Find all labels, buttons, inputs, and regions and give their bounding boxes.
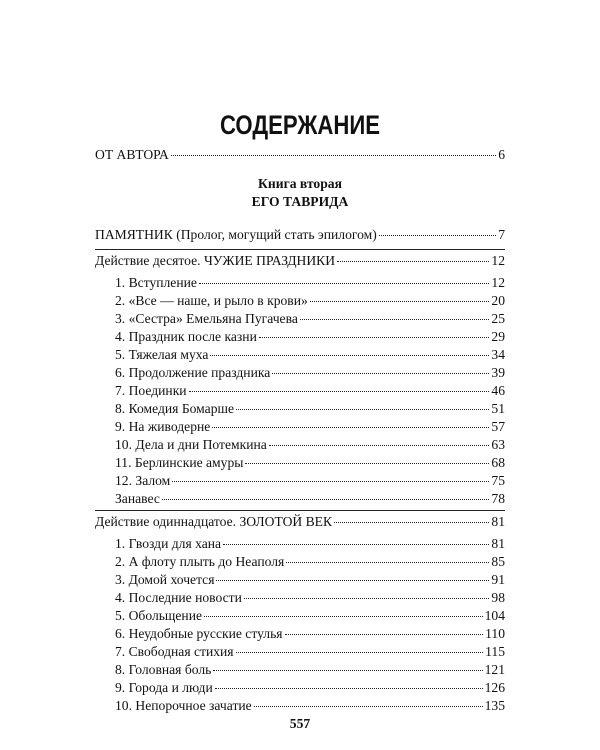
- dot-leader: [236, 409, 489, 410]
- dot-leader: [223, 544, 489, 545]
- toc-entry-title: 4. Праздник после казни: [115, 329, 257, 344]
- dot-leader: [245, 463, 489, 464]
- toc-entry-page: 85: [491, 554, 505, 569]
- toc-chapter[interactable]: [115, 553, 505, 571]
- dot-leader: [334, 522, 489, 523]
- dot-leader: [379, 235, 496, 236]
- toc-chapter[interactable]: [115, 607, 505, 625]
- dot-leader: [244, 598, 490, 599]
- dot-leader: [337, 261, 489, 262]
- toc-entry-title: 9. Города и люди: [115, 680, 213, 695]
- toc-entry-page: 81: [491, 536, 505, 551]
- toc-entry-page: 104: [484, 608, 505, 623]
- toc-chapter[interactable]: [115, 625, 505, 643]
- toc-entry-act11[interactable]: [95, 513, 505, 531]
- toc-entry-page: 25: [491, 311, 505, 326]
- toc-entry-page: 98: [491, 590, 505, 605]
- book-part-label: Книга вторая: [258, 176, 342, 191]
- toc-entry-page: 46: [491, 383, 505, 398]
- toc-entry-title: ПАМЯТНИК (Пролог, могущий стать эпилогом): [95, 227, 377, 242]
- toc-chapter[interactable]: [115, 661, 505, 679]
- toc-entry-page: 110: [485, 626, 505, 641]
- toc-chapter[interactable]: [115, 382, 505, 400]
- toc-chapter[interactable]: [115, 400, 505, 418]
- dot-leader: [259, 337, 490, 338]
- toc-entry-page: 7: [498, 227, 505, 242]
- dot-leader: [171, 155, 496, 156]
- toc-entry-title: 5. Тяжелая муха: [115, 347, 209, 362]
- dot-leader: [272, 373, 489, 374]
- toc-entry-page: 29: [491, 329, 505, 344]
- dot-leader: [210, 355, 489, 356]
- toc-chapter[interactable]: [115, 679, 505, 697]
- toc-chapter[interactable]: [115, 436, 505, 454]
- toc-chapter[interactable]: [115, 490, 505, 508]
- toc-entry-page: 20: [491, 293, 505, 308]
- toc-entry-title: 6. Продолжение праздника: [115, 365, 271, 380]
- toc-chapter[interactable]: [115, 328, 505, 346]
- toc-chapter[interactable]: [115, 292, 505, 310]
- dot-leader: [286, 562, 489, 563]
- toc-entry-title: 1. Вступление: [115, 275, 197, 290]
- toc-entry-title: Действие десятое. ЧУЖИЕ ПРАЗДНИКИ: [95, 253, 336, 268]
- toc-entry-title: 10. Непорочное зачатие: [115, 698, 252, 713]
- dot-leader: [236, 652, 484, 653]
- toc-chapter[interactable]: [115, 589, 505, 607]
- toc-entry-from-author[interactable]: [95, 146, 505, 164]
- toc-chapter[interactable]: [115, 454, 505, 472]
- toc-entry-page: 12: [491, 275, 505, 290]
- toc-entry-title: 8. Комедия Бомарше: [115, 401, 235, 416]
- toc-entry-title: 2. «Все — наше, и рыло в крови»: [115, 293, 308, 308]
- toc-entry-page: 34: [491, 347, 505, 362]
- toc-entry-prologue[interactable]: [95, 226, 505, 244]
- toc-entry-page: 68: [491, 455, 505, 470]
- toc-entry-act10[interactable]: [95, 252, 505, 270]
- dot-leader: [310, 301, 490, 302]
- toc-entry-title: Действие одиннадцатое. ЗОЛОТОЙ ВЕК: [95, 514, 333, 529]
- toc-entry-title: ОТ АВТОРА: [95, 147, 169, 162]
- dot-leader: [199, 283, 489, 284]
- toc-entry-title: 12. Залом: [115, 473, 171, 488]
- toc-chapter[interactable]: [115, 643, 505, 661]
- toc-entry-title: 8. Головная боль: [115, 662, 212, 677]
- toc-entry-title: 3. «Сестра» Емельяна Пугачева: [115, 311, 298, 326]
- toc-entry-page: 81: [491, 514, 505, 529]
- dot-leader: [213, 670, 482, 671]
- toc-entry-title: 4. Последние новости: [115, 590, 242, 605]
- dot-leader: [269, 445, 490, 446]
- toc-entry-page: 51: [491, 401, 505, 416]
- dot-leader: [300, 319, 490, 320]
- toc-entry-title: 2. А флоту плыть до Неаполя: [115, 554, 285, 569]
- toc-entry-page: 121: [484, 662, 505, 677]
- toc-chapter[interactable]: [115, 535, 505, 553]
- toc-entry-page: 135: [484, 698, 505, 713]
- toc-entry-title: 10. Дела и дни Потемкина: [115, 437, 267, 452]
- toc-entry-page: 75: [491, 473, 505, 488]
- toc-chapter[interactable]: [115, 472, 505, 490]
- dot-leader: [212, 427, 489, 428]
- toc-entry-title: 5. Обольщение: [115, 608, 203, 623]
- toc-entry-page: 115: [485, 644, 505, 659]
- dot-leader: [162, 499, 490, 500]
- dot-leader: [285, 634, 484, 635]
- toc-chapter[interactable]: [115, 697, 505, 715]
- toc-entry-title: 7. Свободная стихия: [115, 644, 234, 659]
- toc-chapter[interactable]: [115, 571, 505, 589]
- dot-leader: [215, 688, 483, 689]
- toc-entry-page: 91: [491, 572, 505, 587]
- section-divider: [95, 510, 505, 511]
- page-title: СОДЕРЖАНИЕ: [219, 110, 381, 140]
- toc-entry-page: 78: [491, 491, 505, 506]
- toc-chapter[interactable]: [115, 346, 505, 364]
- toc-entry-title: 6. Неудобные русские стулья: [115, 626, 283, 641]
- toc-entry-title: Занавес: [115, 491, 160, 506]
- toc-chapter[interactable]: [115, 418, 505, 436]
- toc-entry-title: 7. Поединки: [115, 383, 187, 398]
- dot-leader: [204, 616, 483, 617]
- section-divider: [95, 249, 505, 250]
- book-part-title: ЕГО ТАВРИДА: [251, 194, 349, 209]
- toc-entry-page: 39: [491, 365, 505, 380]
- page-number: 557: [289, 716, 311, 731]
- toc-entry-page: 12: [491, 253, 505, 268]
- dot-leader: [189, 391, 490, 392]
- toc-chapter[interactable]: [115, 274, 505, 292]
- toc-entry-title: 1. Гвозди для хана: [115, 536, 222, 551]
- dot-leader: [172, 481, 489, 482]
- toc-entry-page: 6: [498, 147, 505, 162]
- toc-entry-page: 63: [491, 437, 505, 452]
- toc-entry-title: 9. На живодерне: [115, 419, 211, 434]
- toc-entry-page: 126: [484, 680, 505, 695]
- dot-leader: [216, 580, 489, 581]
- toc-chapter[interactable]: [115, 310, 505, 328]
- dot-leader: [254, 706, 483, 707]
- toc-chapter[interactable]: [115, 364, 505, 382]
- toc-entry-page: 57: [491, 419, 505, 434]
- toc-entry-title: 11. Берлинские амуры: [115, 455, 244, 470]
- toc-entry-title: 3. Домой хочется: [115, 572, 215, 587]
